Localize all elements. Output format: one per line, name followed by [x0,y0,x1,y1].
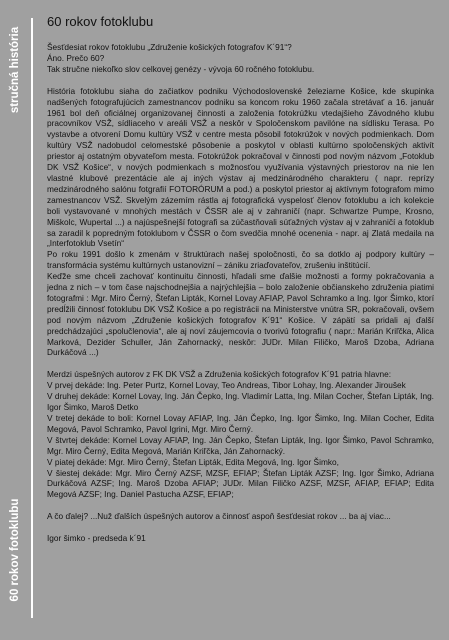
sidebar [0,0,31,640]
vertical-divider [31,18,33,618]
decade-item: V šiestej dekáde: Mgr. Miro Černý AZSF, MZSF, EFIAP; Štefan Lipták AZSF; Ing. Igor Šimko, Adriana Durkáčová AZSF; Ing. Maroš Dzoba AFIAP; JUDr. Milan Filičko AZSF, MZSF, AFIAP, EFIAP; Edita Megová AZSF; Ing. Daniel Pastucha AZSF, EFIAP; [47,467,434,500]
signature: Igor šimko - predseda k´91 [47,533,146,544]
sidebar-top-label: stručná história [9,26,21,114]
decade-item: V prvej dekáde: Ing. Peter Purtz, Kornel Lovay, Teo Andreas, Tibor Lohay, Ing. Alexander Jiroušek [47,380,406,391]
intro-line: Tak stručne niekoľko slov celkovej genézy - vývoja 60 ročného fotoklubu. [47,63,315,74]
decade-item: V tretej dekáde to boli: Kornel Lovay AFIAP, Ing. Ján Čepko, Ing. Igor Šimko, Ing. Milan Cocher, Edita Megová, Pavol Schramko, Pavol Igrini, Mgr. Miro Černý. [47,413,434,434]
authors-intro: Merdzi úspešných autorov z FK DK VSŽ a Združenia košických fotografov K´91 patria hlavne: [47,369,392,380]
decade-item: V štvrtej dekáde: Kornel Lovay AFIAP, Ing. Ján Čepko, Štefan Lipták, Ing. Igor Šimko, Pavol Schramko, Mgr. Miro Černý, Edita Megová, Marián Kriľčka, Ján Zahornacký. [47,434,434,456]
history-paragraph: História fotoklubu siaha do začiatkov podniku Východoslovenské železiarne Košice, kde skupinka nadšených fotografujúcich zamestnancov podniku sa koncom roku 1960 začala stretávať a 16. január 1961 bol deň oficiálnej organizovanej činnosti a založenia fotokrúžku vtedajšieho Závodného klubu pracovníkov VSŽ, sídliaceho v areáli VSŽ a neskôr v Spoločenskom pavilóne na sídlisku Terasa. Po vystavbe a otvorení Domu kultúry VSŽ v centre mesta pôsobil fotokrúžok v nových podmienkach. Dom kultúry VSŽ nadobudol celomestské pôsobenie a poskytol v oblasti kultúrno spoločenských aktivít priestor aj ostatným obyvateľom mesta. Fotokrúžok pokračoval v činnosti pod novým názvom „Fotoklub DK VSŽ Košice“, v nových podmienkach s možnosťou využívania výstavných priestorov na nie len vlastné klubové prezentácie ale aj iných výstav aj medzinárodného charakteru ( napr. reprízy medzinárodného salónu fotgrafií FOTORÓRUM a pod.) a poskytol priestor aj aktívnym fotografom mimo zamestnancov VSŽ. Skvelým zázemím rástla aj fotografická vyspelosť členov fotoklubu a ich kolekcie boli vystavované v mnohých mestách v ČSSR ale aj v zahraničí (napr. Schwartze Pumpe, Krosno, Miškolc, Wupertal ...) a najúspešnejší fotografi sa zúčastňovali súťažných výstav aj v zahraničí a fotoklub sa zaradil k popredným fotoklubom v ČSSR o čom svedčia mnohé ocenenia - napr. aj Zlatá medaila na „Interfotoklub Vsetín“ [47,85,434,249]
sidebar-bottom-label: 60 rokov fotoklubu [9,498,21,602]
closing-line: A čo ďalej? ...Nuž ďalších úspešných autorov a činnosť aspoň šesťdesiat rokov ... ba aj viac... [47,511,391,522]
intro-line: Šesťdesiat rokov fotoklubu „Združenie košických fotografov K´91“? [47,42,292,52]
decade-item: V piatej dekáde: Mgr. Miro Černý, Štefan Lipták, Edita Megová, Ing. Igor Šimko, [47,456,339,467]
article [47,14,434,544]
changes-paragraph: Po roku 1991 došlo k zmenám v štruktúrach našej spoločnosti, čo sa dotklo aj podpory kultúry – transformácia systému kultúrnych ustanovizní – zániku zriaďovateľov, zrušeniu inštitúcií. [47,249,434,271]
decade-item: V druhej dekáde: Kornel Lovay, Ing. Ján Čepko, Ing. Vladimír Latta, Ing. Milan Cocher, Štefan Lipták, Ing. Igor Šimko, Maroš Detko [47,391,434,413]
intro-line: Áno. Prečo 60? [47,52,105,63]
association-paragraph: Keďže sme chceli zachovať kontinuitu činnosti, hľadali sme ďalšie možnosti a formy pokračovania a jedna z nich – v tom čase najschodnejšia a najrýchlejšia – bolo založenie občianskeho združenia piatimi fotografmi : Mgr. Miro Černý, Štefan Lipták, Kornel Lovay AFIAP, Pavol Schramko a Ing. Igor Šimko, ktorí predĺžili činnosť fotoklubu DK VSŽ Košice a po registrácii na Ministerstve vnútra SR, pokračovali, ovšem pod novým názvom „Združenie košických fotografov K´91“ Košice. V zápätí sa pridali aj ďalší predchádzajúci „spolučlenovia“, ale aj noví záujemcovia o tvorivú fotografiu ( napr.: Marián Kriľčka, Alica Marková, Dezider Schuller, Ján Zahornacký, neskôr: JUDr. Milan Filičko, Maroš Dzoba, Adriana Durkáčová ...) [47,271,434,358]
article-title: 60 rokov fotoklubu [47,14,154,29]
